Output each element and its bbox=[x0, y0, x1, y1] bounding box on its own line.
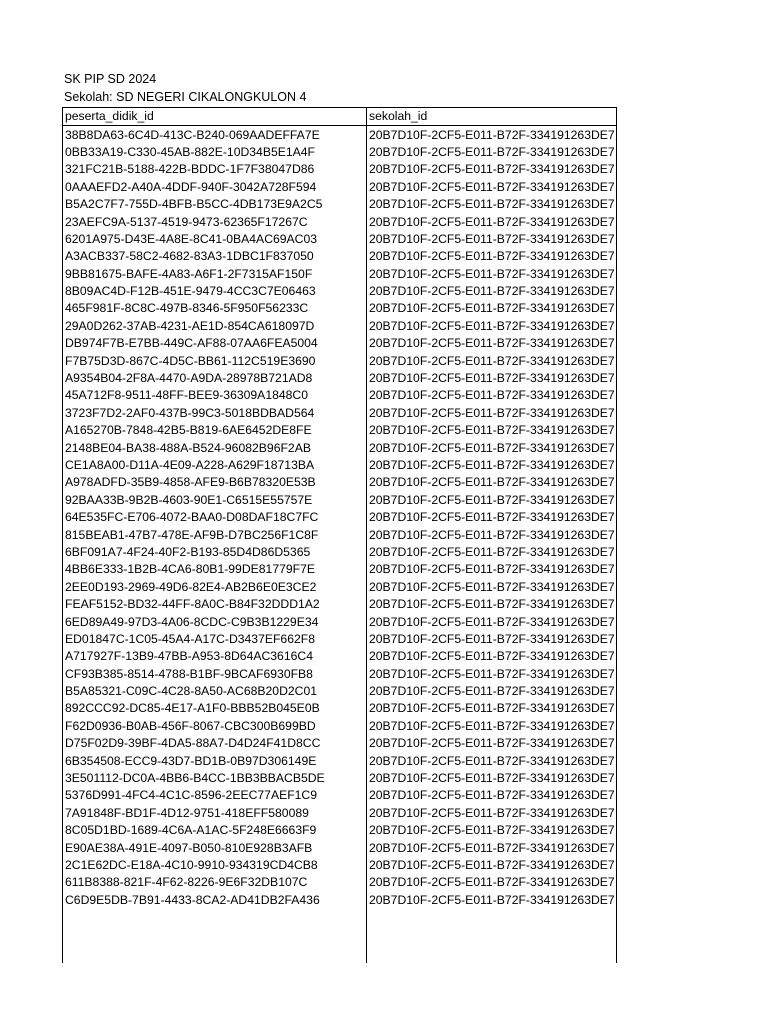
peserta-didik-id-cell: 3723F7D2-2AF0-437B-99C3-5018BDBAD564 bbox=[63, 405, 367, 422]
sekolah-id-cell: 20B7D10F-2CF5-E011-B72F-334191263DE7 bbox=[367, 874, 617, 891]
table-header bbox=[63, 108, 617, 126]
column-header-peserta-didik-id: peserta_didik_id bbox=[63, 108, 367, 126]
student-table bbox=[62, 107, 617, 963]
table-row bbox=[63, 422, 617, 439]
peserta-didik-id-cell: B5A2C7F7-755D-4BFB-B5CC-4DB173E9A2C5 bbox=[63, 196, 367, 213]
sekolah-id-cell: 20B7D10F-2CF5-E011-B72F-334191263DE7 bbox=[367, 857, 617, 874]
table-row bbox=[63, 405, 617, 422]
sekolah-id-cell: 20B7D10F-2CF5-E011-B72F-334191263DE7 bbox=[367, 770, 617, 787]
student-table-container bbox=[62, 107, 616, 963]
peserta-didik-id-cell: 6BF091A7-4F24-40F2-B193-85D4D86D5365 bbox=[63, 544, 367, 561]
peserta-didik-id-cell: 465F981F-8C8C-497B-8346-5F950F56233C bbox=[63, 300, 367, 317]
empty-cell bbox=[63, 927, 367, 945]
table-row bbox=[63, 648, 617, 665]
peserta-didik-id-cell: 815BEAB1-47B7-478E-AF9B-D7BC256F1C8F bbox=[63, 526, 367, 543]
sekolah-id-cell: 20B7D10F-2CF5-E011-B72F-334191263DE7 bbox=[367, 718, 617, 735]
empty-cell bbox=[367, 927, 617, 945]
sekolah-id-cell: 20B7D10F-2CF5-E011-B72F-334191263DE7 bbox=[367, 474, 617, 491]
sekolah-id-cell: 20B7D10F-2CF5-E011-B72F-334191263DE7 bbox=[367, 631, 617, 648]
sekolah-id-cell: 20B7D10F-2CF5-E011-B72F-334191263DE7 bbox=[367, 787, 617, 804]
peserta-didik-id-cell: 6ED89A49-97D3-4A06-8CDC-C9B3B1229E34 bbox=[63, 613, 367, 630]
table-row bbox=[63, 474, 617, 491]
table-row bbox=[63, 752, 617, 769]
table-row bbox=[63, 387, 617, 404]
table-row bbox=[63, 770, 617, 787]
peserta-didik-id-cell: 92BAA33B-9B2B-4603-90E1-C6515E55757E bbox=[63, 492, 367, 509]
peserta-didik-id-cell: E90AE38A-491E-4097-B050-810E928B3AFB bbox=[63, 839, 367, 856]
sekolah-id-cell: 20B7D10F-2CF5-E011-B72F-334191263DE7 bbox=[367, 526, 617, 543]
table-row bbox=[63, 179, 617, 196]
sekolah-id-cell: 20B7D10F-2CF5-E011-B72F-334191263DE7 bbox=[367, 318, 617, 335]
peserta-didik-id-cell: 5376D991-4FC4-4C1C-8596-2EEC77AEF1C9 bbox=[63, 787, 367, 804]
sekolah-id-cell: 20B7D10F-2CF5-E011-B72F-334191263DE7 bbox=[367, 648, 617, 665]
empty-cell bbox=[63, 909, 367, 927]
sekolah-id-cell: 20B7D10F-2CF5-E011-B72F-334191263DE7 bbox=[367, 300, 617, 317]
empty-row bbox=[63, 945, 617, 963]
table-row bbox=[63, 561, 617, 578]
sekolah-id-cell: 20B7D10F-2CF5-E011-B72F-334191263DE7 bbox=[367, 892, 617, 909]
table-row bbox=[63, 283, 617, 300]
sekolah-id-cell: 20B7D10F-2CF5-E011-B72F-334191263DE7 bbox=[367, 387, 617, 404]
sekolah-id-cell: 20B7D10F-2CF5-E011-B72F-334191263DE7 bbox=[367, 457, 617, 474]
peserta-didik-id-cell: 892CCC92-DC85-4E17-A1F0-BBB52B045E0B bbox=[63, 700, 367, 717]
table-row bbox=[63, 787, 617, 804]
sekolah-id-cell: 20B7D10F-2CF5-E011-B72F-334191263DE7 bbox=[367, 544, 617, 561]
table-row bbox=[63, 509, 617, 526]
peserta-didik-id-cell: A165270B-7848-42B5-B819-6AE6452DE8FE bbox=[63, 422, 367, 439]
peserta-didik-id-cell: A9354B04-2F8A-4470-A9DA-28978B721AD8 bbox=[63, 370, 367, 387]
peserta-didik-id-cell: 64E535FC-E706-4072-BAA0-D08DAF18C7FC bbox=[63, 509, 367, 526]
table-body bbox=[63, 126, 617, 963]
table-row bbox=[63, 718, 617, 735]
peserta-didik-id-cell: 2148BE04-BA38-488A-B524-96082B96F2AB bbox=[63, 439, 367, 456]
table-row bbox=[63, 596, 617, 613]
peserta-didik-id-cell: 8B09AC4D-F12B-451E-9479-4CC3C7E06463 bbox=[63, 283, 367, 300]
table-row bbox=[63, 544, 617, 561]
peserta-didik-id-cell: 0BB33A19-C330-45AB-882E-10D34B5E1A4F bbox=[63, 144, 367, 161]
peserta-didik-id-cell: 38B8DA63-6C4D-413C-B240-069AADEFFA7E bbox=[63, 126, 367, 144]
table-row bbox=[63, 700, 617, 717]
sekolah-id-cell: 20B7D10F-2CF5-E011-B72F-334191263DE7 bbox=[367, 561, 617, 578]
peserta-didik-id-cell: FEAF5152-BD32-44FF-8A0C-B84F32DDD1A2 bbox=[63, 596, 367, 613]
peserta-didik-id-cell: F62D0936-B0AB-456F-8067-CBC300B699BD bbox=[63, 718, 367, 735]
table-row bbox=[63, 805, 617, 822]
sekolah-id-cell: 20B7D10F-2CF5-E011-B72F-334191263DE7 bbox=[367, 613, 617, 630]
table-row bbox=[63, 439, 617, 456]
table-row bbox=[63, 666, 617, 683]
table-row bbox=[63, 822, 617, 839]
sekolah-id-cell: 20B7D10F-2CF5-E011-B72F-334191263DE7 bbox=[367, 126, 617, 144]
peserta-didik-id-cell: B5A85321-C09C-4C28-8A50-AC68B20D2C01 bbox=[63, 683, 367, 700]
sekolah-id-cell: 20B7D10F-2CF5-E011-B72F-334191263DE7 bbox=[367, 822, 617, 839]
header-row bbox=[63, 108, 617, 126]
peserta-didik-id-cell: A978ADFD-35B9-4858-AFE9-B6B78320E53B bbox=[63, 474, 367, 491]
peserta-didik-id-cell: 23AEFC9A-5137-4519-9473-62365F17267C bbox=[63, 213, 367, 230]
sekolah-id-cell: 20B7D10F-2CF5-E011-B72F-334191263DE7 bbox=[367, 735, 617, 752]
table-row bbox=[63, 161, 617, 178]
sekolah-id-cell: 20B7D10F-2CF5-E011-B72F-334191263DE7 bbox=[367, 752, 617, 769]
peserta-didik-id-cell: 611B8388-821F-4F62-8226-9E6F32DB107C bbox=[63, 874, 367, 891]
table-row bbox=[63, 300, 617, 317]
peserta-didik-id-cell: 7A91848F-BD1F-4D12-9751-418EFF580089 bbox=[63, 805, 367, 822]
column-header-sekolah-id: sekolah_id bbox=[367, 108, 617, 126]
sekolah-id-cell: 20B7D10F-2CF5-E011-B72F-334191263DE7 bbox=[367, 231, 617, 248]
table-row bbox=[63, 857, 617, 874]
table-row bbox=[63, 231, 617, 248]
empty-cell bbox=[63, 945, 367, 963]
document-title: SK PIP SD 2024 bbox=[64, 72, 157, 86]
sekolah-id-cell: 20B7D10F-2CF5-E011-B72F-334191263DE7 bbox=[367, 213, 617, 230]
table-row bbox=[63, 144, 617, 161]
sekolah-id-cell: 20B7D10F-2CF5-E011-B72F-334191263DE7 bbox=[367, 266, 617, 283]
sekolah-id-cell: 20B7D10F-2CF5-E011-B72F-334191263DE7 bbox=[367, 596, 617, 613]
table-row bbox=[63, 735, 617, 752]
sekolah-id-cell: 20B7D10F-2CF5-E011-B72F-334191263DE7 bbox=[367, 805, 617, 822]
empty-row bbox=[63, 927, 617, 945]
empty-cell bbox=[367, 909, 617, 927]
peserta-didik-id-cell: 2C1E62DC-E18A-4C10-9910-934319CD4CB8 bbox=[63, 857, 367, 874]
peserta-didik-id-cell: D75F02D9-39BF-4DA5-88A7-D4D24F41D8CC bbox=[63, 735, 367, 752]
peserta-didik-id-cell: 0AAAEFD2-A40A-4DDF-940F-3042A728F594 bbox=[63, 179, 367, 196]
table-row bbox=[63, 335, 617, 352]
sekolah-id-cell: 20B7D10F-2CF5-E011-B72F-334191263DE7 bbox=[367, 509, 617, 526]
sekolah-id-cell: 20B7D10F-2CF5-E011-B72F-334191263DE7 bbox=[367, 666, 617, 683]
peserta-didik-id-cell: A717927F-13B9-47BB-A953-8D64AC3616C4 bbox=[63, 648, 367, 665]
peserta-didik-id-cell: DB974F7B-E7BB-449C-AF88-07AA6FEA5004 bbox=[63, 335, 367, 352]
table-row bbox=[63, 892, 617, 909]
peserta-didik-id-cell: 6B354508-ECC9-43D7-BD1B-0B97D306149E bbox=[63, 752, 367, 769]
peserta-didik-id-cell: 3E501112-DC0A-4BB6-B4CC-1BB3BBACB5DE bbox=[63, 770, 367, 787]
sekolah-id-cell: 20B7D10F-2CF5-E011-B72F-334191263DE7 bbox=[367, 144, 617, 161]
peserta-didik-id-cell: CE1A8A00-D11A-4E09-A228-A629F18713BA bbox=[63, 457, 367, 474]
sekolah-id-cell: 20B7D10F-2CF5-E011-B72F-334191263DE7 bbox=[367, 579, 617, 596]
table-row bbox=[63, 266, 617, 283]
sekolah-id-cell: 20B7D10F-2CF5-E011-B72F-334191263DE7 bbox=[367, 839, 617, 856]
sekolah-id-cell: 20B7D10F-2CF5-E011-B72F-334191263DE7 bbox=[367, 283, 617, 300]
sekolah-id-cell: 20B7D10F-2CF5-E011-B72F-334191263DE7 bbox=[367, 683, 617, 700]
sekolah-id-cell: 20B7D10F-2CF5-E011-B72F-334191263DE7 bbox=[367, 196, 617, 213]
sekolah-id-cell: 20B7D10F-2CF5-E011-B72F-334191263DE7 bbox=[367, 161, 617, 178]
peserta-didik-id-cell: 9BB81675-BAFE-4A83-A6F1-2F7315AF150F bbox=[63, 266, 367, 283]
peserta-didik-id-cell: 29A0D262-37AB-4231-AE1D-854CA618097D bbox=[63, 318, 367, 335]
table-row bbox=[63, 213, 617, 230]
table-row bbox=[63, 683, 617, 700]
sekolah-id-cell: 20B7D10F-2CF5-E011-B72F-334191263DE7 bbox=[367, 422, 617, 439]
table-row bbox=[63, 526, 617, 543]
sekolah-id-cell: 20B7D10F-2CF5-E011-B72F-334191263DE7 bbox=[367, 335, 617, 352]
peserta-didik-id-cell: 2EE0D193-2969-49D6-82E4-AB2B6E0E3CE2 bbox=[63, 579, 367, 596]
table-row bbox=[63, 352, 617, 369]
table-row bbox=[63, 196, 617, 213]
table-row bbox=[63, 457, 617, 474]
empty-cell bbox=[367, 945, 617, 963]
peserta-didik-id-cell: ED01847C-1C05-45A4-A17C-D3437EF662F8 bbox=[63, 631, 367, 648]
table-row bbox=[63, 874, 617, 891]
peserta-didik-id-cell: CF93B385-8514-4788-B1BF-9BCAF6930FB8 bbox=[63, 666, 367, 683]
peserta-didik-id-cell: A3ACB337-58C2-4682-83A3-1DBC1F837050 bbox=[63, 248, 367, 265]
peserta-didik-id-cell: 321FC21B-5188-422B-BDDC-1F7F38047D86 bbox=[63, 161, 367, 178]
table-row bbox=[63, 126, 617, 144]
peserta-didik-id-cell: 8C05D1BD-1689-4C6A-A1AC-5F248E6663F9 bbox=[63, 822, 367, 839]
sekolah-id-cell: 20B7D10F-2CF5-E011-B72F-334191263DE7 bbox=[367, 405, 617, 422]
peserta-didik-id-cell: F7B75D3D-867C-4D5C-BB61-112C519E3690 bbox=[63, 352, 367, 369]
sekolah-id-cell: 20B7D10F-2CF5-E011-B72F-334191263DE7 bbox=[367, 370, 617, 387]
peserta-didik-id-cell: C6D9E5DB-7B91-4433-8CA2-AD41DB2FA436 bbox=[63, 892, 367, 909]
school-name: Sekolah: SD NEGERI CIKALONGKULON 4 bbox=[64, 90, 307, 104]
table-row bbox=[63, 839, 617, 856]
sekolah-id-cell: 20B7D10F-2CF5-E011-B72F-334191263DE7 bbox=[367, 179, 617, 196]
table-row bbox=[63, 248, 617, 265]
sekolah-id-cell: 20B7D10F-2CF5-E011-B72F-334191263DE7 bbox=[367, 439, 617, 456]
table-row bbox=[63, 631, 617, 648]
table-row bbox=[63, 579, 617, 596]
empty-row bbox=[63, 909, 617, 927]
peserta-didik-id-cell: 45A712F8-9511-48FF-BEE9-36309A1848C0 bbox=[63, 387, 367, 404]
sekolah-id-cell: 20B7D10F-2CF5-E011-B72F-334191263DE7 bbox=[367, 492, 617, 509]
table-row bbox=[63, 492, 617, 509]
sekolah-id-cell: 20B7D10F-2CF5-E011-B72F-334191263DE7 bbox=[367, 352, 617, 369]
table-row bbox=[63, 613, 617, 630]
peserta-didik-id-cell: 4BB6E333-1B2B-4CA6-80B1-99DE81779F7E bbox=[63, 561, 367, 578]
sekolah-id-cell: 20B7D10F-2CF5-E011-B72F-334191263DE7 bbox=[367, 700, 617, 717]
table-row bbox=[63, 370, 617, 387]
peserta-didik-id-cell: 6201A975-D43E-4A8E-8C41-0BA4AC69AC03 bbox=[63, 231, 367, 248]
sekolah-id-cell: 20B7D10F-2CF5-E011-B72F-334191263DE7 bbox=[367, 248, 617, 265]
table-row bbox=[63, 318, 617, 335]
